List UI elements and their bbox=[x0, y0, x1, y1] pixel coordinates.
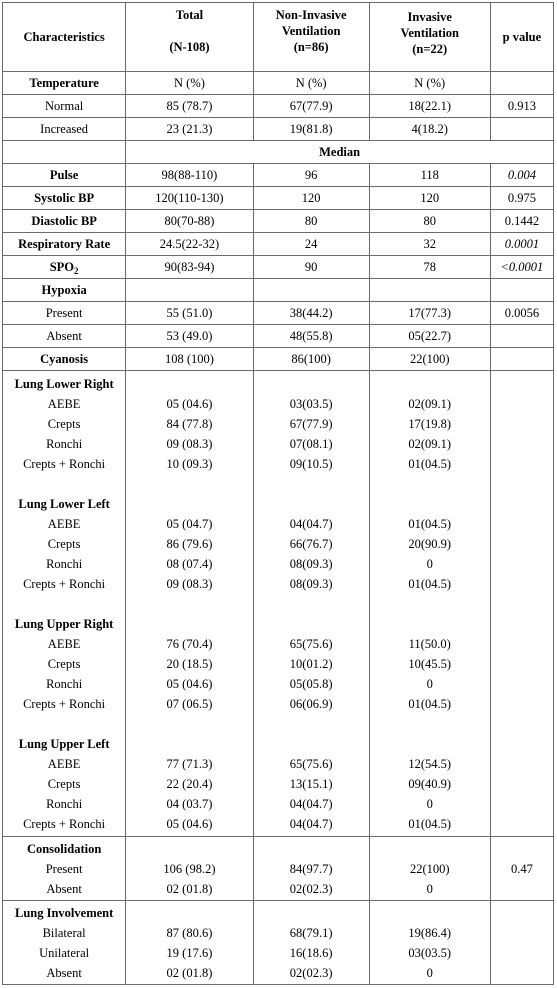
involvement-row bbox=[3, 901, 554, 985]
cell-total: 10 (09.3) bbox=[166, 457, 213, 471]
lung-niv-cell bbox=[253, 371, 369, 837]
lung-group-title: Lung Upper Right bbox=[14, 617, 114, 631]
cell-niv: 80 bbox=[253, 210, 369, 233]
temperature-unit-niv: N (%) bbox=[253, 72, 369, 95]
spacer bbox=[257, 594, 366, 614]
row-label: Crepts bbox=[47, 657, 81, 671]
lung-group-title: Lung Lower Right bbox=[14, 377, 114, 391]
cell-niv: 07(08.1) bbox=[289, 437, 333, 451]
cell-iv: 0 bbox=[426, 677, 433, 691]
table-row bbox=[3, 210, 554, 233]
cell-iv: 0 bbox=[426, 797, 433, 811]
cell-niv: 120 bbox=[253, 187, 369, 210]
spacer bbox=[373, 614, 487, 634]
cell-pvalue: 0.004 bbox=[490, 164, 553, 187]
cell-total: 53 (49.0) bbox=[126, 325, 253, 348]
row-label: Respiratory Rate bbox=[3, 233, 126, 256]
header-characteristics: Characteristics bbox=[3, 3, 126, 72]
spacer bbox=[373, 714, 487, 734]
cell-total: 08 (07.4) bbox=[166, 557, 213, 571]
lung-iv-cell bbox=[369, 371, 490, 837]
row-label: Present bbox=[45, 862, 83, 876]
cell-niv: 08(09.3) bbox=[289, 577, 333, 591]
spacer bbox=[6, 474, 122, 494]
cell-total: 05 (04.6) bbox=[166, 397, 213, 411]
row-label: Increased bbox=[3, 118, 126, 141]
spacer bbox=[257, 734, 366, 754]
cell-total: 07 (06.5) bbox=[166, 697, 213, 711]
cell-iv: 01(04.5) bbox=[408, 697, 452, 711]
cell-niv: 03(03.5) bbox=[289, 397, 333, 411]
involvement-iv-cell bbox=[369, 901, 490, 985]
cell-total: 04 (03.7) bbox=[166, 797, 213, 811]
empty-cell bbox=[369, 279, 490, 302]
cell-pvalue: 0.0001 bbox=[490, 233, 553, 256]
consolidation-niv-cell bbox=[253, 837, 369, 901]
consolidation-iv-cell bbox=[369, 837, 490, 901]
row-label: Ronchi bbox=[46, 557, 83, 571]
spacer bbox=[373, 474, 487, 494]
table-row bbox=[3, 302, 554, 325]
consolidation-label: Consolidation bbox=[26, 842, 102, 856]
row-label: AEBE bbox=[47, 757, 81, 771]
cell-niv: 16(18.6) bbox=[289, 946, 333, 960]
cyanosis-label: Cyanosis bbox=[3, 348, 126, 371]
spacer bbox=[129, 714, 249, 734]
cell-niv: 38(44.2) bbox=[253, 302, 369, 325]
cell-iv: 12(54.5) bbox=[408, 757, 452, 771]
spacer bbox=[373, 734, 487, 754]
cell-niv: 67(77.9) bbox=[289, 417, 333, 431]
characteristics-table bbox=[2, 2, 554, 985]
cell-niv: 65(75.6) bbox=[289, 637, 333, 651]
spacer bbox=[129, 594, 249, 614]
spacer bbox=[129, 614, 249, 634]
cell-total: 09 (08.3) bbox=[166, 577, 213, 591]
cell-niv: 08(09.3) bbox=[289, 557, 333, 571]
row-label: Absent bbox=[46, 882, 82, 896]
header-total-label: Total bbox=[175, 8, 204, 22]
cell-pvalue: 0.975 bbox=[490, 187, 553, 210]
empty-cell bbox=[253, 279, 369, 302]
spacer bbox=[373, 594, 487, 614]
cell-total: 05 (04.6) bbox=[166, 817, 213, 831]
spacer bbox=[6, 594, 122, 614]
header-total bbox=[126, 3, 253, 72]
cell-iv: 01(04.5) bbox=[408, 577, 452, 591]
consolidation-p-cell: 0.47 bbox=[490, 837, 553, 901]
table-row bbox=[3, 187, 554, 210]
cell-iv: 0 bbox=[426, 966, 433, 980]
median-row bbox=[3, 141, 554, 164]
cell-total: 120(110-130) bbox=[126, 187, 253, 210]
table-row bbox=[3, 325, 554, 348]
cell-total: 20 (18.5) bbox=[166, 657, 213, 671]
empty-cell bbox=[126, 279, 253, 302]
spacer bbox=[257, 494, 366, 514]
cell-total: 98(88-110) bbox=[126, 164, 253, 187]
row-label: Diastolic BP bbox=[3, 210, 126, 233]
spacer bbox=[129, 734, 249, 754]
cell-iv: 02(09.1) bbox=[408, 397, 452, 411]
cell-niv: 48(55.8) bbox=[253, 325, 369, 348]
header-pvalue: p value bbox=[490, 3, 553, 72]
row-label: Crepts + Ronchi bbox=[23, 577, 106, 591]
row-label: Crepts bbox=[47, 537, 81, 551]
cell-pvalue bbox=[490, 325, 553, 348]
cell-niv: 04(04.7) bbox=[289, 817, 333, 831]
cell-pvalue: 0.913 bbox=[490, 95, 553, 118]
header-niv-line1: Non-Invasive bbox=[275, 8, 347, 22]
cell-total: 76 (70.4) bbox=[166, 637, 213, 651]
cell-total: 87 (80.6) bbox=[166, 926, 213, 940]
row-label: AEBE bbox=[47, 517, 81, 531]
spacer bbox=[129, 374, 249, 394]
involvement-niv-cell bbox=[253, 901, 369, 985]
spacer bbox=[257, 614, 366, 634]
involvement-total-cell bbox=[126, 901, 253, 985]
cell-niv: 19(81.8) bbox=[253, 118, 369, 141]
cell-iv: 120 bbox=[369, 187, 490, 210]
hypoxia-label: Hypoxia bbox=[3, 279, 126, 302]
row-label: Absent bbox=[3, 325, 126, 348]
header-iv-n: (n=22) bbox=[412, 42, 448, 56]
cell-pvalue bbox=[490, 348, 553, 371]
row-label: Bilateral bbox=[42, 926, 86, 940]
cell-iv: 02(09.1) bbox=[408, 437, 452, 451]
cell-niv: 04(04.7) bbox=[289, 797, 333, 811]
spacer bbox=[373, 494, 487, 514]
cell-iv: 10(45.5) bbox=[408, 657, 452, 671]
row-label: Systolic BP bbox=[3, 187, 126, 210]
cell-total: 85 (78.7) bbox=[126, 95, 253, 118]
cell-iv: 01(04.5) bbox=[408, 817, 452, 831]
temperature-p-empty bbox=[490, 72, 553, 95]
header-total-n: (N-108) bbox=[169, 40, 210, 54]
row-label: Crepts bbox=[47, 417, 81, 431]
header-row bbox=[3, 3, 554, 72]
consolidation-row bbox=[3, 837, 554, 901]
cell-pvalue: 0.1442 bbox=[490, 210, 553, 233]
cell-niv: 10(01.2) bbox=[289, 657, 333, 671]
cell-iv: 0 bbox=[426, 882, 433, 896]
header-iv bbox=[369, 3, 490, 72]
cell-niv: 04(04.7) bbox=[289, 517, 333, 531]
spacer bbox=[6, 714, 122, 734]
cell-total: 77 (71.3) bbox=[166, 757, 213, 771]
spacer bbox=[129, 494, 249, 514]
lung-findings-row bbox=[3, 371, 554, 837]
row-label: Crepts + Ronchi bbox=[23, 697, 106, 711]
cell-pvalue bbox=[490, 118, 553, 141]
cell-iv: 11(50.0) bbox=[408, 637, 451, 651]
cell-iv: 4(18.2) bbox=[369, 118, 490, 141]
involvement-p-cell bbox=[490, 901, 553, 985]
consolidation-labels-cell bbox=[3, 837, 126, 901]
cell-niv: 96 bbox=[253, 164, 369, 187]
cell-niv: 68(79.1) bbox=[289, 926, 333, 940]
lung-labels-cell bbox=[3, 371, 126, 837]
row-label: Pulse bbox=[3, 164, 126, 187]
header-niv bbox=[253, 3, 369, 72]
header-iv-line1: Invasive bbox=[407, 10, 452, 24]
row-label: Crepts + Ronchi bbox=[23, 817, 106, 831]
row-label: Crepts bbox=[47, 777, 81, 791]
row-label: Ronchi bbox=[46, 797, 83, 811]
cell-iv: 17(19.8) bbox=[408, 417, 452, 431]
cell-total: 02 (01.8) bbox=[166, 882, 213, 896]
hypoxia-header-row bbox=[3, 279, 554, 302]
cell-pvalue: <0.0001 bbox=[490, 256, 553, 279]
cell-total: 23 (21.3) bbox=[126, 118, 253, 141]
lung-group-title: Lung Upper Left bbox=[18, 737, 110, 751]
cell-iv: 19(86.4) bbox=[408, 926, 452, 940]
cell-total: 90(83-94) bbox=[126, 256, 253, 279]
cell-niv: 84(97.7) bbox=[289, 862, 333, 876]
header-niv-n: (n=86) bbox=[293, 40, 329, 54]
cell-iv: 0 bbox=[426, 557, 433, 571]
cell-total: 05 (04.7) bbox=[166, 517, 213, 531]
row-label: Ronchi bbox=[46, 677, 83, 691]
cell-iv: 22(100) bbox=[409, 862, 450, 876]
cell-iv: 78 bbox=[369, 256, 490, 279]
cell-niv: 65(75.6) bbox=[289, 757, 333, 771]
cell-total: 22 (20.4) bbox=[166, 777, 213, 791]
lung-pvalue-cell bbox=[490, 371, 553, 837]
header-niv-line2: Ventilation bbox=[281, 24, 341, 38]
cell-iv: 05(22.7) bbox=[369, 325, 490, 348]
cell-iv: 118 bbox=[369, 164, 490, 187]
cell-niv: 02(02.3) bbox=[289, 882, 333, 896]
cell-total: 106 (98.2) bbox=[163, 862, 216, 876]
lung-group-title: Lung Lower Left bbox=[18, 497, 110, 511]
involvement-labels-cell bbox=[3, 901, 126, 985]
row-label: Absent bbox=[46, 966, 82, 980]
row-label: AEBE bbox=[47, 637, 81, 651]
cell-iv: 09(40.9) bbox=[408, 777, 452, 791]
cell-niv: 90 bbox=[253, 256, 369, 279]
row-label: AEBE bbox=[47, 397, 81, 411]
involvement-label: Lung Involvement bbox=[14, 906, 114, 920]
cell-total: 86 (79.6) bbox=[166, 537, 213, 551]
cell-total: 84 (77.8) bbox=[166, 417, 213, 431]
cell-niv: 66(76.7) bbox=[289, 537, 333, 551]
cell-total: 05 (04.6) bbox=[166, 677, 213, 691]
consolidation-total-cell bbox=[126, 837, 253, 901]
row-label: Present bbox=[3, 302, 126, 325]
cell-niv: 67(77.9) bbox=[253, 95, 369, 118]
cyanosis-row bbox=[3, 348, 554, 371]
spo2-label bbox=[3, 256, 126, 279]
cell-iv: 80 bbox=[369, 210, 490, 233]
cell-niv: 86(100) bbox=[253, 348, 369, 371]
cell-niv: 13(15.1) bbox=[289, 777, 333, 791]
cell-total: 02 (01.8) bbox=[166, 966, 213, 980]
cell-niv: 24 bbox=[253, 233, 369, 256]
table-row bbox=[3, 118, 554, 141]
cell-iv: 18(22.1) bbox=[369, 95, 490, 118]
cell-iv: 20(90.9) bbox=[408, 537, 452, 551]
spacer bbox=[257, 374, 366, 394]
lung-total-cell bbox=[126, 371, 253, 837]
temperature-header-row bbox=[3, 72, 554, 95]
cell-iv: 22(100) bbox=[369, 348, 490, 371]
row-label: Normal bbox=[3, 95, 126, 118]
median-label: Median bbox=[126, 141, 554, 164]
cell-niv: 02(02.3) bbox=[289, 966, 333, 980]
cell-niv: 09(10.5) bbox=[289, 457, 333, 471]
spo2-label-sub: 2 bbox=[74, 266, 79, 276]
temperature-unit-iv: N (%) bbox=[369, 72, 490, 95]
cell-total: 108 (100) bbox=[126, 348, 253, 371]
cell-total: 09 (08.3) bbox=[166, 437, 213, 451]
row-label: Crepts + Ronchi bbox=[23, 457, 106, 471]
cell-total: 19 (17.6) bbox=[166, 946, 213, 960]
table-row bbox=[3, 95, 554, 118]
row-label: Ronchi bbox=[46, 437, 83, 451]
cell-iv: 03(03.5) bbox=[408, 946, 452, 960]
spacer bbox=[257, 474, 366, 494]
spacer bbox=[373, 374, 487, 394]
cell-total: 55 (51.0) bbox=[126, 302, 253, 325]
row-label: Unilateral bbox=[39, 946, 90, 960]
cell-total: 24.5(22-32) bbox=[126, 233, 253, 256]
cell-iv: 32 bbox=[369, 233, 490, 256]
spacer bbox=[129, 474, 249, 494]
table-row bbox=[3, 164, 554, 187]
median-empty bbox=[3, 141, 126, 164]
cell-iv: 01(04.5) bbox=[408, 457, 452, 471]
temperature-label: Temperature bbox=[3, 72, 126, 95]
header-iv-line2: Ventilation bbox=[400, 26, 460, 40]
cell-pvalue: 0.0056 bbox=[490, 302, 553, 325]
cell-iv: 17(77.3) bbox=[369, 302, 490, 325]
spo2-label-text: SPO bbox=[49, 260, 75, 274]
cell-niv: 06(06.9) bbox=[289, 697, 333, 711]
cell-niv: 05(05.8) bbox=[289, 677, 333, 691]
spo2-row bbox=[3, 256, 554, 279]
empty-cell bbox=[490, 279, 553, 302]
table-row bbox=[3, 233, 554, 256]
temperature-unit-total: N (%) bbox=[126, 72, 253, 95]
spacer bbox=[257, 714, 366, 734]
cell-iv: 01(04.5) bbox=[408, 517, 452, 531]
cell-total: 80(70-88) bbox=[126, 210, 253, 233]
